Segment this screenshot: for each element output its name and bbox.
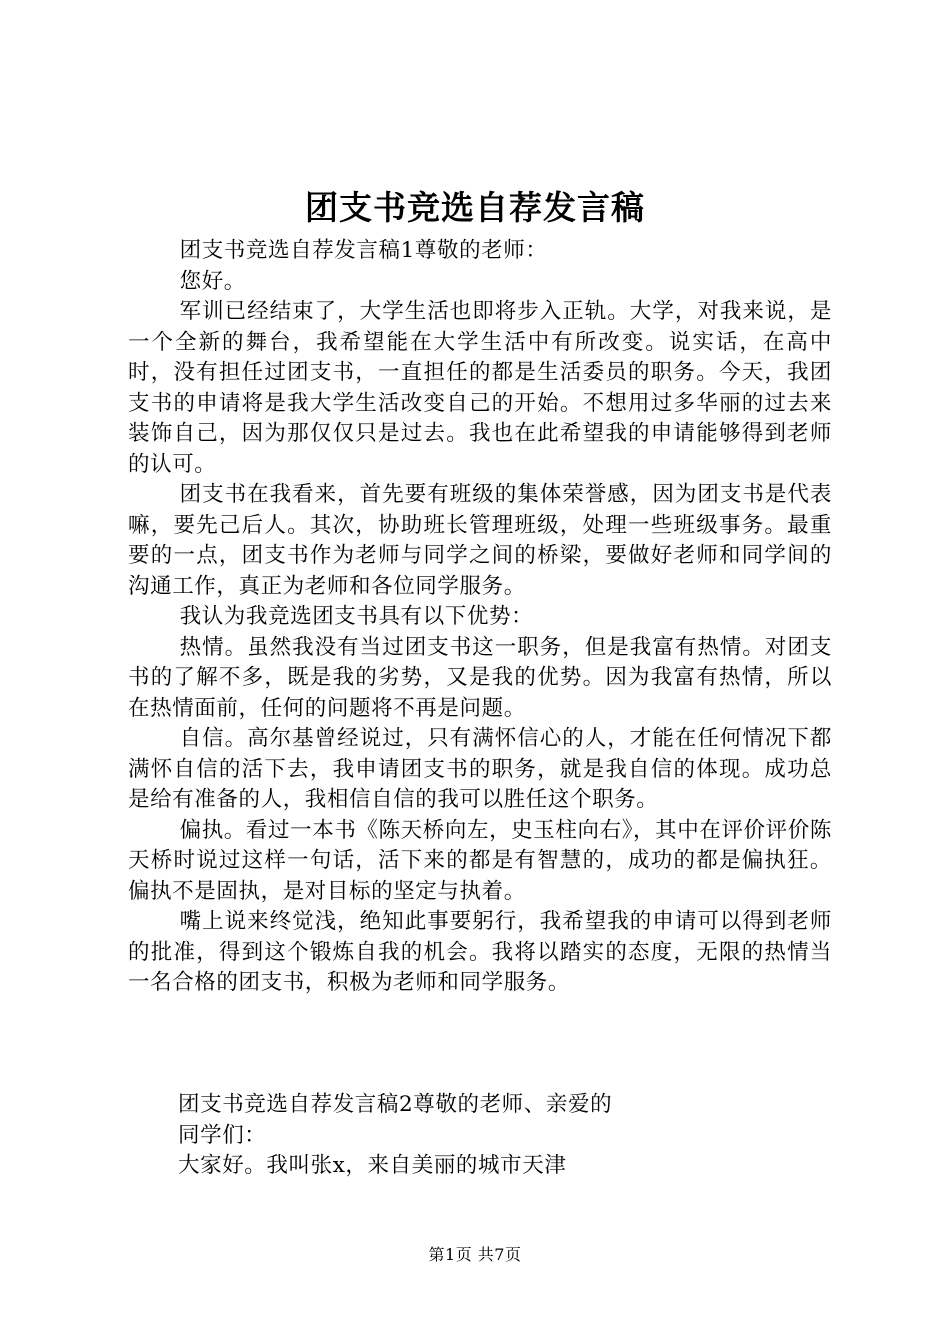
paragraph-closing: 嘴上说来终觉浅，绝知此事要躬行，我希望我的申请可以得到老师的批准，得到这个锻炼自我的机会。我将以踏实的态度，无限的热情当一名合格的团支书，积极为老师和同学服务。 (128, 909, 832, 995)
paragraph-intro: 军训已经结束了，大学生活也即将步入正轨。大学，对我来说，是一个全新的舞台，我希望能在大学生活中有所改变。说实话，在高中时，没有担任过团支书，一直担任的都是生活委员的职务。今天，我团支书的申请将是我大学生活改变自己的开始。不想用过多华丽的过去来装饰自己，因为那仅仅只是过去。我也在此希望我的申请能够得到老师的认可。 (128, 299, 832, 477)
paragraph-hello: 您好。 (179, 268, 246, 294)
paragraph-role: 团支书在我看来，首先要有班级的集体荣誉感，因为团支书是代表嘛，要先己后人。其次，协助班长管理班级，处理一些班级事务。最重要的一点，团支书作为老师与同学之间的桥梁，要做好老师和同学间的沟通工作，真正为老师和各位同学服务。 (128, 482, 832, 599)
section-two-line-3: 大家好。我叫张x，来自美丽的城市天津 (178, 1153, 567, 1178)
section-two-line-1: 团支书竞选自荐发言稿2尊敬的老师、亲爱的 (178, 1092, 613, 1117)
paragraph-confidence: 自信。高尔基曾经说过，只有满怀信心的人，才能在任何情况下都满怀自信的活下去，我申请团支书的职务，就是我自信的体现。成功总是给有准备的人，我相信自信的我可以胜任这个职务。 (128, 726, 832, 812)
document-body (128, 236, 832, 999)
paragraph-advantages-heading: 我认为我竞选团支书具有以下优势： (179, 604, 534, 629)
page-number-footer: 第1页 共7页 (428, 1245, 522, 1264)
document-section-two (178, 1090, 698, 1182)
paragraph-greeting: 团支书竞选自荐发言稿1尊敬的老师： (179, 238, 548, 263)
document-title: 团支书竞选自荐发言稿 (305, 188, 645, 227)
section-two-line-2: 同学们： (178, 1122, 267, 1148)
paragraph-persistence: 偏执。看过一本书《陈天桥向左，史玉柱向右》，其中在评价评价陈天桥时说过这样一句话，活下来的都是有智慧的，成功的都是偏执狂。偏执不是固执，是对目标的坚定与执着。 (128, 817, 832, 904)
paragraph-passion: 热情。虽然我没有当过团支书这一职务，但是我富有热情。对团支书的了解不多，既是我的劣势，又是我的优势。因为我富有热情，所以在热情面前，任何的问题将不再是问题。 (128, 634, 832, 721)
